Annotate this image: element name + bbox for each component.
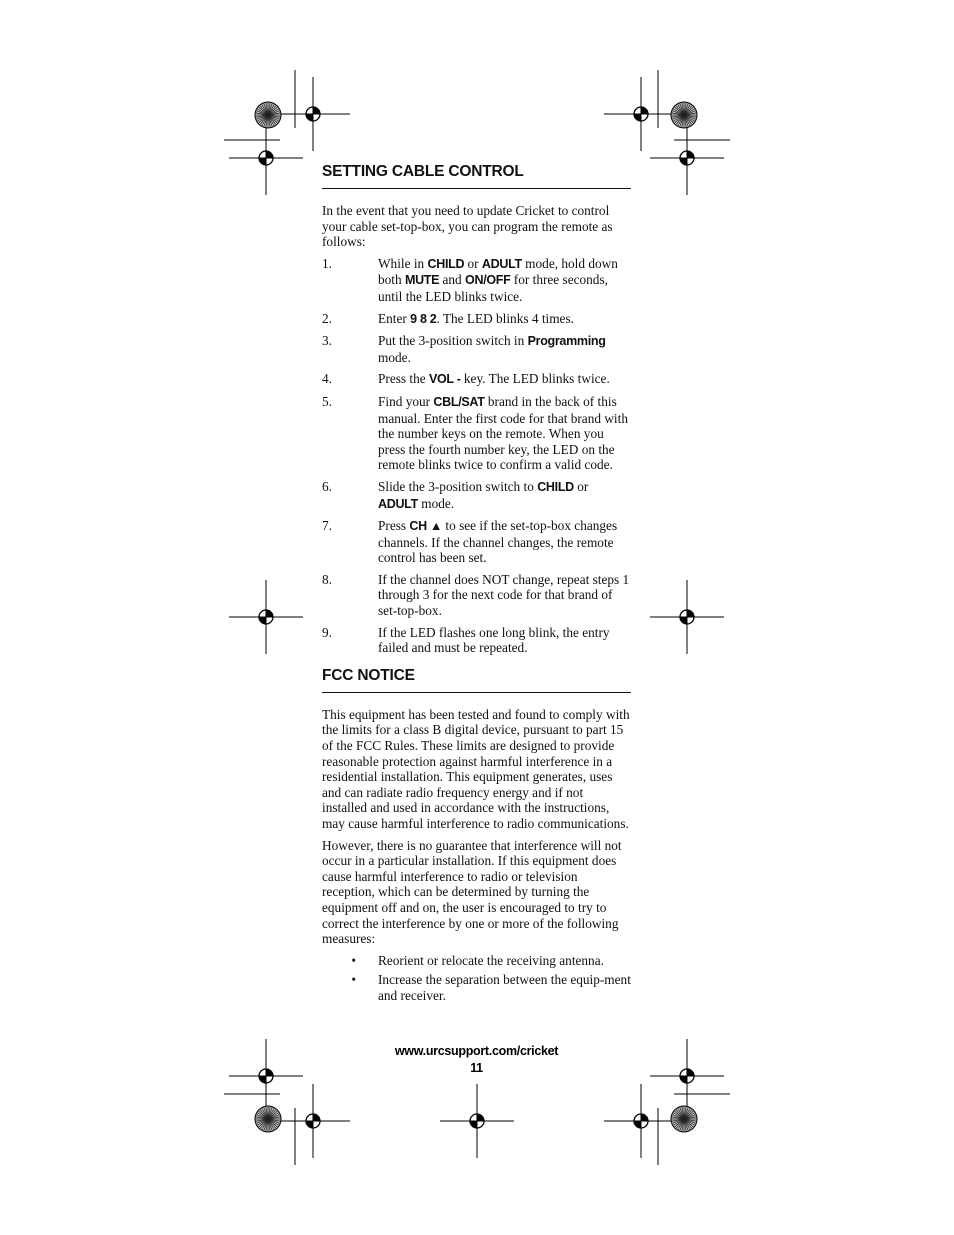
step-text-run: mode. — [417, 495, 455, 511]
step-text-run: or — [464, 255, 482, 271]
step-item — [322, 479, 631, 512]
section-title: FCC NOTICE — [322, 666, 415, 684]
step-text-run: Press the — [378, 371, 429, 387]
registration-crosshair-icon — [229, 1039, 303, 1113]
programming-steps-list — [322, 256, 631, 656]
fcc-measures-list — [322, 953, 631, 1004]
registration-crosshair-icon — [604, 77, 678, 151]
remote-key-label: CBL/SAT — [433, 394, 485, 409]
measure-text: Reorient or relocate the receiving antenna. — [378, 952, 604, 968]
remote-key-label: Programming — [527, 334, 606, 349]
intro-paragraph: In the event that you need to update Cricket to control your cable set-top-box, you can program the remote as follows: — [322, 203, 613, 250]
remote-key-label: VOL - — [428, 372, 461, 387]
step-text-run: brand in the back of this manual. Enter the first code for that brand with the number keys on the remote. When you press the fourth number key, the LED on the remote blinks twice to confirm a valid code. — [378, 393, 628, 473]
bullet-dot: • — [351, 952, 356, 968]
section-heading-fcc-notice — [322, 664, 631, 693]
step-text — [378, 518, 631, 566]
step-number: 8. — [322, 571, 332, 587]
step-text-run: Press — [378, 518, 410, 534]
step-text-run: mode. — [378, 349, 411, 365]
step-text — [378, 572, 631, 619]
step-number: 3. — [322, 333, 332, 349]
step-text-run: Enter — [378, 310, 411, 326]
page-content — [322, 160, 631, 1008]
step-item — [322, 333, 631, 365]
step-item — [322, 311, 631, 328]
step-text — [378, 479, 631, 512]
registration-crosshair-icon — [229, 580, 303, 654]
remote-key-label: 9 8 2 — [410, 311, 437, 326]
registration-crosshair-icon — [229, 121, 303, 195]
fcc-paragraph-2: However, there is no guarantee that interference will not occur in a particular installation. If this equipment does cause harmful interference to radio or television reception, which can be determined by turning the equipment off and on, the user is encouraged to try to correct the interference by one or more of the following measures: — [322, 837, 622, 947]
step-item — [322, 371, 631, 388]
step-number: 4. — [322, 371, 332, 387]
registration-crosshair-icon — [276, 1084, 350, 1158]
step-number: 9. — [322, 624, 332, 640]
remote-key-label: CHILD — [537, 479, 574, 494]
registration-crosshair-icon — [276, 77, 350, 151]
step-number: 5. — [322, 393, 332, 409]
registration-crosshair-icon — [650, 580, 724, 654]
registration-crosshair-icon — [440, 1084, 514, 1158]
registration-crosshair-icon — [650, 121, 724, 195]
step-text — [378, 394, 631, 473]
step-item — [322, 625, 631, 656]
registration-crosshair-icon — [604, 1084, 678, 1158]
step-item — [322, 256, 631, 305]
color-starburst-icon — [255, 1106, 281, 1132]
step-text-run: Find your — [378, 393, 434, 409]
step-number: 1. — [322, 255, 332, 271]
support-url: www.urcsupport.com/cricket — [394, 1044, 559, 1058]
remote-key-label: CHILD — [427, 256, 465, 271]
step-text-run: Slide the 3-position switch to — [378, 478, 538, 494]
step-number: 6. — [322, 478, 332, 494]
remote-key-label: ON/OFF — [465, 273, 511, 288]
measure-text: Increase the separation between the equip-ment and receiver. — [378, 972, 631, 1003]
step-text-run: If the channel does NOT change, repeat steps 1 through 3 for the next code for that brand of set-top-box. — [378, 571, 630, 619]
step-text-run: . The LED blinks 4 times. — [436, 310, 574, 326]
remote-key-label: CH ▲ — [409, 519, 443, 534]
step-item — [322, 572, 631, 619]
remote-key-label: ADULT — [378, 496, 418, 511]
step-text — [378, 333, 631, 365]
fcc-paragraph-1: This equipment has been tested and found to comply with the limits for a class B digital device, pursuant to part 15 of the FCC Rules. These limits are designed to provide reasonable protection against harmful interference in a residential installation. This equipment generates, uses and can radiate radio frequency energy and if not installed and used in accordance with the instructions, may cause harmful interference to radio communications. — [322, 706, 630, 831]
step-text-run: or — [573, 478, 589, 494]
step-text-run: to see if the set-top-box changes channels. If the channel changes, the remote control has been set. — [378, 518, 618, 566]
section-heading-setting-cable-control — [322, 160, 631, 189]
page-number: 11 — [470, 1061, 483, 1075]
measure-item — [322, 953, 631, 969]
step-text-run: While in — [378, 255, 428, 271]
step-text — [378, 625, 631, 656]
step-text-run: Put the 3-position switch in — [378, 333, 528, 349]
step-text — [378, 371, 631, 388]
color-starburst-icon — [671, 1106, 697, 1132]
step-number: 7. — [322, 518, 332, 534]
step-text-run: If the LED flashes one long blink, the entry failed and must be repeated. — [378, 624, 610, 656]
step-text-run: key. The LED blinks twice. — [460, 371, 610, 387]
bullet-dot: • — [351, 972, 356, 988]
step-text — [378, 311, 631, 328]
measure-item — [322, 972, 631, 1003]
remote-key-label: MUTE — [404, 273, 440, 288]
remote-key-label: ADULT — [481, 256, 522, 271]
color-starburst-icon — [255, 102, 281, 128]
section-title: SETTING CABLE CONTROL — [322, 163, 524, 180]
step-text-run: and — [439, 272, 466, 288]
step-text — [378, 256, 631, 305]
page-footer — [322, 1043, 631, 1077]
registration-crosshair-icon — [650, 1039, 724, 1113]
step-text-run: for three seconds, until the LED blinks twice. — [378, 272, 608, 304]
step-number: 2. — [322, 310, 332, 326]
step-text-run: mode, hold down both — [378, 255, 618, 288]
step-item — [322, 394, 631, 473]
color-starburst-icon — [671, 102, 697, 128]
step-item — [322, 518, 631, 566]
